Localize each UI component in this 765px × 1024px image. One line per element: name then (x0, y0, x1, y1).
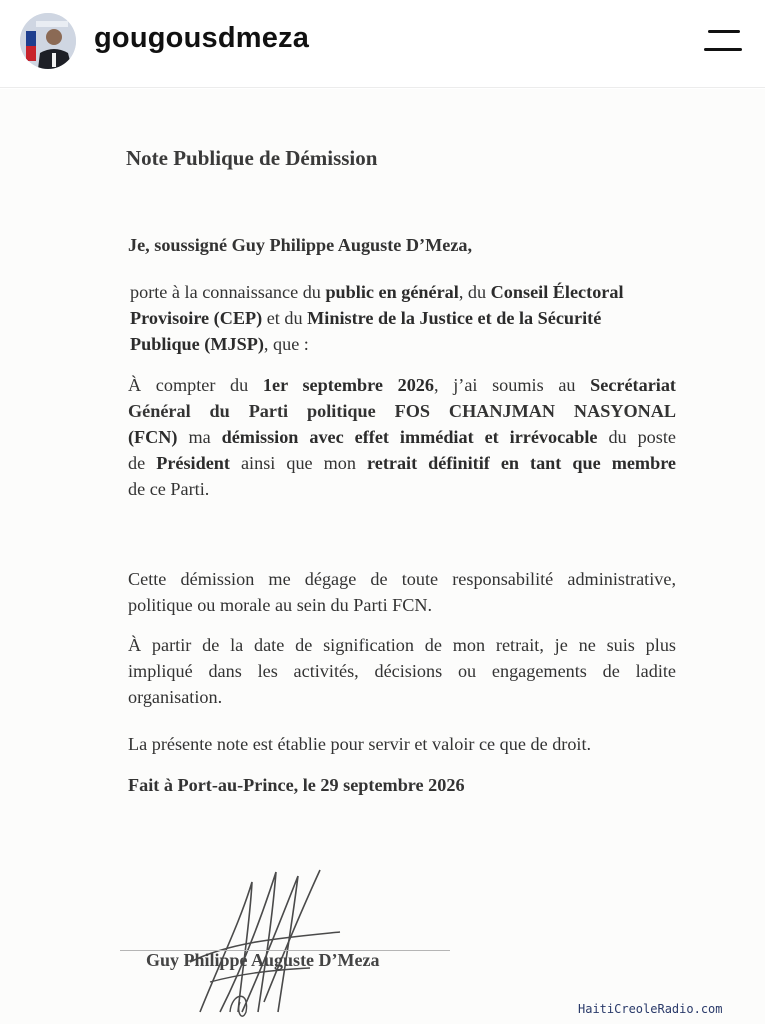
para1-line-1: À compter du 1er septembre 2026, j’ai soumis au Secrétariat (128, 375, 676, 395)
para4-line: La présente note est établie pour servir et valoir ce que de droit. (128, 734, 592, 754)
para2-line-1: Cette démission me dégage de toute responsabilité administrative, (128, 569, 676, 589)
para3-line-3: organisation. (128, 687, 223, 707)
menu-icon[interactable] (704, 28, 746, 54)
signature-name: Guy Philippe Auguste D’Meza (146, 950, 380, 970)
handwritten-signature (180, 862, 350, 1022)
username[interactable]: gougousdmeza (94, 22, 310, 54)
para3-line-2: impliqué dans les activités, décisions ou engagements de ladite (128, 661, 676, 681)
para2-line-2: politique ou morale au sein du Parti FCN. (128, 595, 433, 615)
para1-line-5: de ce Parti. (128, 479, 210, 499)
post-header (0, 0, 765, 88)
document-image (0, 89, 765, 1024)
profile-photo-icon[interactable] (20, 13, 76, 69)
intro-line-1: porte à la connaissance du public en général, du Conseil Électoral (130, 282, 624, 302)
intro-line-2: Provisoire (CEP) et du Ministre de la Justice et de la Sécurité (130, 308, 602, 328)
watermark: HaitiCreoleRadio.com (578, 1002, 723, 1016)
intro-line-3: Publique (MJSP), que : (130, 334, 309, 354)
para3-line-1: À partir de la date de signification de mon retrait, je ne suis plus (128, 635, 676, 655)
signatory-line: Je, soussigné Guy Philippe Auguste D’Meza, (128, 235, 473, 255)
place-date: Fait à Port-au-Prince, le 29 septembre 2026 (128, 775, 465, 795)
para1-line-3: (FCN) ma démission avec effet immédiat et irrévocable du poste (128, 427, 676, 447)
para1-line-4: de Président ainsi que mon retrait définitif en tant que membre (128, 453, 677, 473)
document-title: Note Publique de Démission (126, 146, 378, 170)
para1-line-2: Général du Parti politique FOS CHANJMAN NASYONAL (128, 401, 676, 421)
